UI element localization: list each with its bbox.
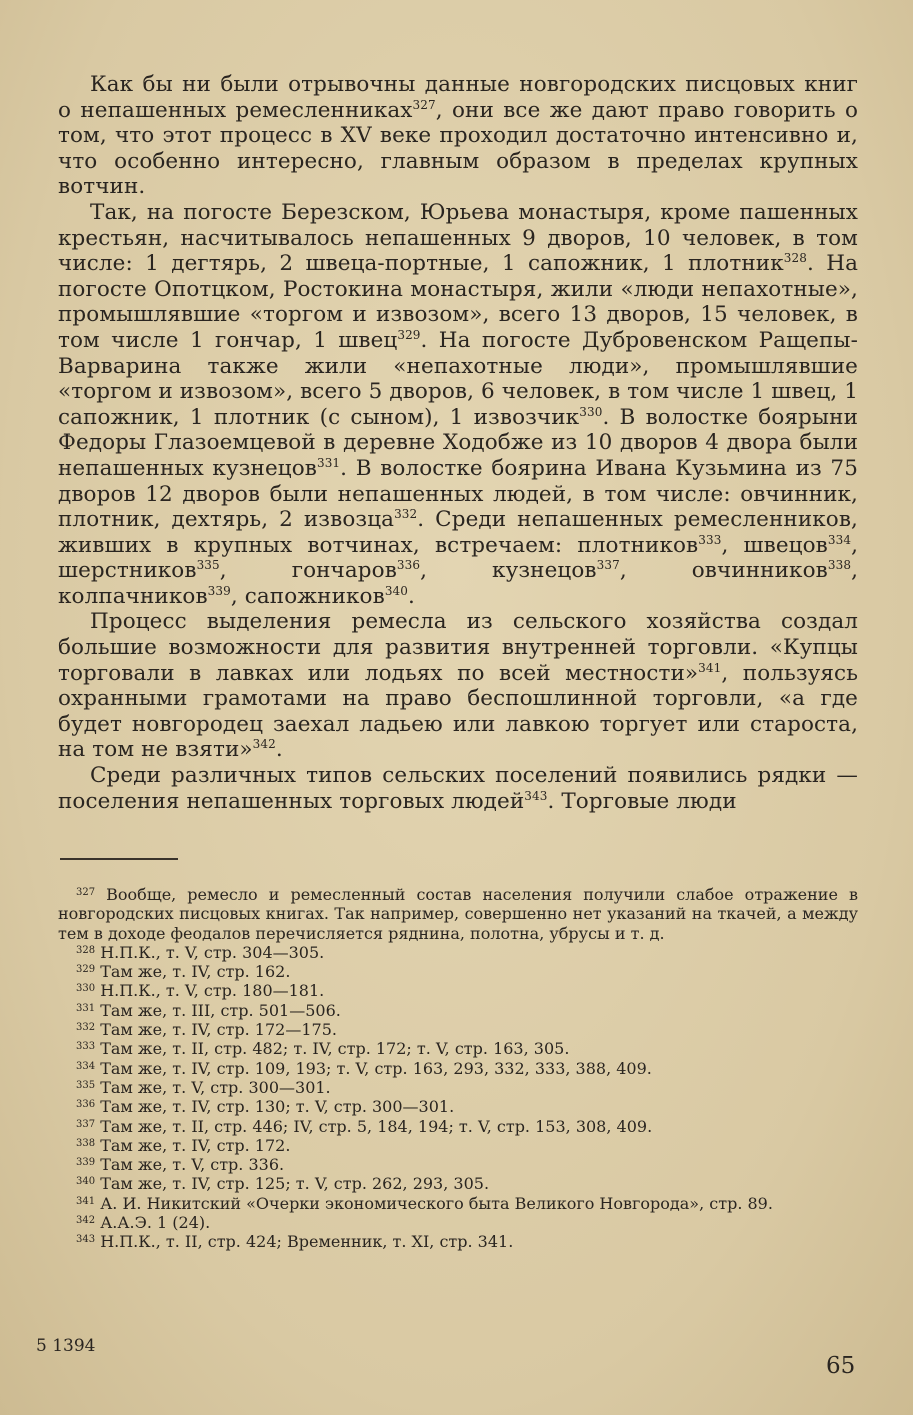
footnote-ref: 338	[827, 558, 852, 573]
footnote	[58, 1020, 858, 1039]
footnote-ref: 343	[524, 788, 548, 803]
footnote	[58, 1174, 858, 1193]
footnote-number: 336	[76, 1099, 96, 1111]
footnote-number: 330	[76, 983, 96, 995]
paragraph-text: , шерстников	[58, 532, 858, 584]
footnote	[58, 1136, 858, 1155]
footnote-ref: 334	[827, 532, 852, 547]
footnote-number: 338	[76, 1137, 96, 1149]
footnote-number: 334	[76, 1060, 96, 1072]
paragraph-text: , гончаров	[219, 558, 397, 584]
footnote-number: 328	[76, 944, 96, 956]
paragraph-text: , колпачников	[58, 558, 858, 609]
footnote-text: Там же, т. IV, стр. 172.	[100, 1135, 291, 1155]
footnote-number: 335	[76, 1079, 96, 1091]
footnote-text: А. И. Никитский «Очерки экономического быта Великого Новгорода», стр. 89.	[100, 1193, 773, 1213]
footnote-ref: 327	[412, 97, 436, 112]
paragraph-text: Так, на погосте Березском, Юрьева монастыря, кроме пашенных крестьян, насчитывалось непашенных 9 дворов, 10 человек, в том числе: 1 дегтярь, 2 швеца-портные, 1 сапожник, 1 плотник	[58, 199, 858, 277]
footnote	[58, 943, 858, 962]
footnote-text: Вообще, ремесло и ремесленный состав населения получили слабое отражение в новгородских писцовых книгах. Так например, совершенно нет указаний на ткачей, а между тем в доходе феодалов перечисляется ряднина, полотна, убрусы и т. д.	[58, 885, 858, 943]
footnote-text: Там же, т. IV, стр. 109, 193; т. V, стр. 163, 293, 332, 333, 388, 409.	[100, 1058, 652, 1078]
footnote-text: Н.П.К., т. II, стр. 424; Временник, т. XI, стр. 341.	[100, 1232, 514, 1252]
footnote	[58, 1097, 858, 1116]
footnote-number: 342	[76, 1215, 96, 1227]
footnote	[58, 1232, 858, 1251]
footnote-text: Там же, т. II, стр. 482; т. IV, стр. 172; т. V, стр. 163, 305.	[100, 1039, 570, 1059]
paragraph-text: Процесс выделения ремесла из сельского хозяйства создал большие возможности для развития внутренней торговли. «Купцы торговали в лавках или лодьях по всей местности»	[58, 609, 858, 686]
footnote-text: Там же, т. III, стр. 501—506.	[100, 1000, 341, 1020]
paragraph	[58, 72, 858, 200]
footnote	[58, 981, 858, 1000]
footnote-number: 329	[76, 964, 96, 976]
footnote-ref: 328	[783, 251, 807, 266]
footnote	[58, 1117, 858, 1136]
paragraph	[58, 609, 858, 763]
paragraph-text: . Среди непашенных ремесленников, живших в крупных вотчинах, встречаем: плотников	[58, 507, 858, 558]
footnote-text: Там же, т. IV, стр. 172—175.	[100, 1020, 337, 1040]
paragraph-text: , овчинников	[619, 558, 828, 584]
paragraph	[58, 763, 858, 814]
paragraph-text: . В волостке боярина Ивана Кузьмина из 75 дворов 12 дворов были непашенных людей, в том числе: овчинник, плотник, дехтярь, 2 извозца	[58, 455, 858, 533]
footnote-number: 341	[76, 1195, 96, 1207]
footnote-text: Там же, т. II, стр. 446; IV, стр. 5, 184, 194; т. V, стр. 153, 308, 409.	[100, 1116, 653, 1136]
footnote-text: Там же, т. V, стр. 300—301.	[100, 1077, 331, 1097]
footnote-ref: 337	[596, 558, 620, 573]
paragraph-text: .	[275, 737, 283, 763]
footnote-text: Там же, т. V, стр. 336.	[100, 1155, 285, 1175]
footnote-number: 331	[76, 1002, 96, 1014]
footnote-number: 337	[76, 1118, 96, 1130]
footnote-ref: 332	[394, 507, 418, 522]
paragraph-text: . На погосте Опотцком, Ростокина монастыря, жили «люди непахотные», промышлявшие «торгом и извозом», всего 13 дворов, 15 человек, в том числе 1 гончар, 1 швец	[58, 251, 858, 353]
footnote-ref: 340	[384, 583, 409, 598]
footnote-number: 339	[76, 1157, 96, 1169]
footnote	[58, 1001, 858, 1020]
footnote-number: 340	[76, 1176, 96, 1188]
footnote-text: А.А.Э. 1 (24).	[100, 1213, 211, 1233]
footnote-number: 343	[76, 1234, 96, 1246]
footnote-ref: 336	[396, 558, 421, 573]
footnote	[58, 962, 858, 981]
footnote-number: 332	[76, 1022, 96, 1034]
footnote	[58, 1194, 858, 1213]
signature-mark: 5 1394	[36, 1336, 96, 1356]
main-text	[58, 72, 858, 814]
footnote	[58, 1039, 858, 1058]
paragraph-text: , кузнецов	[420, 558, 597, 584]
footnote-ref: 330	[579, 404, 603, 419]
footnote-ref: 329	[397, 327, 421, 342]
footnote-text: Н.П.К., т. V, стр. 180—181.	[100, 981, 325, 1001]
footnote	[58, 1155, 858, 1174]
footnote-ref: 335	[196, 558, 220, 573]
paragraph-text: , сапожников	[230, 583, 385, 609]
paragraph	[58, 200, 858, 610]
footnote	[58, 1213, 858, 1232]
paragraph-text: , они все же дают право говорить о том, что этот процесс в XV веке проходил достаточно интенсивно и, что особенно интересно, главным образом в пределах крупных вотчин.	[58, 97, 859, 200]
paragraph-text: Среди различных типов сельских поселений появились рядки — поселения непашенных торговых людей	[58, 763, 858, 814]
footnote-text: Там же, т. IV, стр. 130; т. V, стр. 300—301.	[100, 1097, 455, 1117]
footnote	[58, 1078, 858, 1097]
footnote-text: Там же, т. IV, стр. 162.	[100, 962, 291, 982]
paragraph-text: . Торговые люди	[547, 788, 737, 814]
footnote-divider	[60, 858, 178, 860]
page-number: 65	[826, 1353, 856, 1379]
footnote	[58, 1059, 858, 1078]
footnotes	[58, 885, 858, 1252]
paragraph-text: Как бы ни были отрывочны данные новгородских писцовых книг о непашенных ремесленниках	[58, 72, 858, 123]
footnote-text: Н.П.К., т. V, стр. 304—305.	[100, 942, 325, 962]
paragraph-text: , швецов	[721, 532, 828, 558]
footnote-ref: 341	[698, 660, 722, 675]
footnote-text: Там же, т. IV, стр. 125; т. V, стр. 262, 293, 305.	[100, 1174, 490, 1194]
paragraph-text: .	[408, 583, 415, 609]
paragraph-text: . В волостке боярыни Федоры Глазоемцевой в деревне Ходобже из 10 дворов 4 двора были непашенных кузнецов	[58, 404, 858, 481]
paragraph-text: , пользуясь охранными грамотами на право беспошлинной торговли, «а где будет новгородец заехал ладьею или лавкою торгует или староста, на том не взяти»	[58, 660, 859, 763]
footnote	[58, 885, 858, 943]
footnote-ref: 333	[698, 532, 722, 547]
footnote-ref: 339	[207, 583, 231, 598]
footnote-number: 327	[76, 887, 96, 898]
footnote-number: 333	[76, 1041, 96, 1053]
footnote-ref: 342	[252, 737, 276, 752]
paragraph-text: . На погосте Дубровенском Ращепы-Варварина также жили «непахотные люди», промышлявшие «торгом и извозом», всего 5 дворов, 6 человек, в том числе 1 швец, 1 сапожник, 1 плотник (с сыном), 1 извозчик	[58, 327, 859, 430]
footnote-ref: 331	[316, 455, 341, 470]
